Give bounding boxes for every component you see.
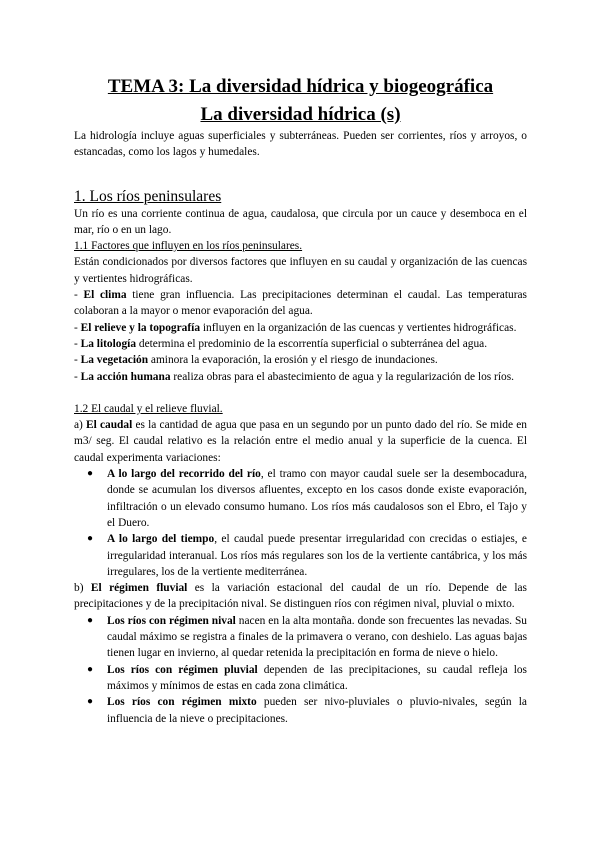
- list-item: ● Los ríos con régimen pluvial dependen de las precipitaciones, su caudal refleja los máximos y mínimos de estas en cada zona climática.: [87, 663, 527, 692]
- regimen-list: [74, 613, 527, 727]
- subsection-heading-factores: 1.1 Factores que influyen en los ríos peninsulares.: [74, 240, 303, 253]
- bullet-icon: ●: [87, 614, 94, 626]
- list-item: ● Los ríos con régimen nival nacen en la alta montaña. donde son frecuentes las nevadas. Su caudal máximo se registra a finales de la primavera o verano, con deshielo. Las aguas bajas tienen lugar en invierno, al quedar retenida la precipitación en forma de nieve o hielo.: [87, 614, 527, 660]
- factor-item: - La acción humana realiza obras para el abastecimiento de agua y la regularización de los ríos.: [74, 370, 514, 383]
- factor-item: - El clima tiene gran influencia. Las precipitaciones determinan el caudal. Las temperaturas colaboran a la mayor o menor evaporación del agua.: [74, 289, 527, 318]
- document-title: TEMA 3: La diversidad hídrica y biogeográfica: [107, 76, 494, 97]
- factor-item: - El relieve y la topografía influyen en la organización de las cuencas y vertientes hidrográficas.: [74, 321, 517, 334]
- bullet-icon: ●: [87, 663, 94, 675]
- list-item: ● Los ríos con régimen mixto pueden ser nivo-pluviales o pluvio-nivales, según la influencia de la nieve o precipitaciones.: [87, 696, 527, 725]
- list-item: ● A lo largo del tiempo, el caudal puede presentar irregularidad con crecidas o estiajes, e irregularidad interanual. Los ríos más regulares son los de la vertiente cantábrica, y los más irregulares, los de la vertiente mediterránea.: [87, 533, 527, 578]
- document-subtitle: La diversidad hídrica (s): [200, 104, 401, 125]
- intro-paragraph: La hidrología incluye aguas superficiales y subterráneas. Pueden ser corrientes, ríos y arroyos, o estancadas, como los lagos y humedales.: [74, 130, 527, 159]
- section-heading-rios: 1. Los ríos peninsulares: [74, 187, 222, 205]
- bullet-icon: ●: [87, 533, 94, 545]
- river-definition: Un río es una corriente continua de agua, caudalosa, que circula por un cauce y desemboca en el mar, río o en un lago.: [74, 207, 527, 236]
- factor-item: - La vegetación aminora la evaporación, la erosión y el riesgo de inundaciones.: [74, 354, 438, 367]
- regimen-paragraph: b) El régimen fluvial es la variación estacional del caudal de un río. Depende de las precipitaciones y de la precipitación nival. Se distinguen ríos con régimen nival, pluvial o mixto.: [74, 582, 527, 611]
- factores-intro: Están condicionados por diversos factores que influyen en su caudal y organización de las cuencas y vertientes hidrográficas.: [74, 256, 527, 285]
- bullet-icon: ●: [87, 696, 94, 708]
- list-item: ● A lo largo del recorrido del río, el tramo con mayor caudal suele ser la desembocadura, donde se acumulan los diversos afluentes, excepto en los casos donde existe evaporación, infiltración o un elevado consumo humano. Los ríos más caudalosos son el Ebro, el Tajo y el Duero.: [87, 468, 527, 529]
- factor-item: - La litología determina el predominio de la escorrentía superficial o subterránea del agua.: [74, 337, 488, 350]
- caudal-list: [74, 466, 527, 580]
- caudal-paragraph: a) El caudal es la cantidad de agua que pasa en un segundo por un punto dado del río. Se mide en m3/ seg. El caudal relativo es la relación entre el medio anual y la superficie de la cuenca. El caudal experimenta variaciones:: [74, 419, 527, 464]
- subsection-heading-caudal: 1.2 El caudal y el relieve fluvial.: [74, 402, 223, 415]
- bullet-icon: ●: [87, 468, 94, 480]
